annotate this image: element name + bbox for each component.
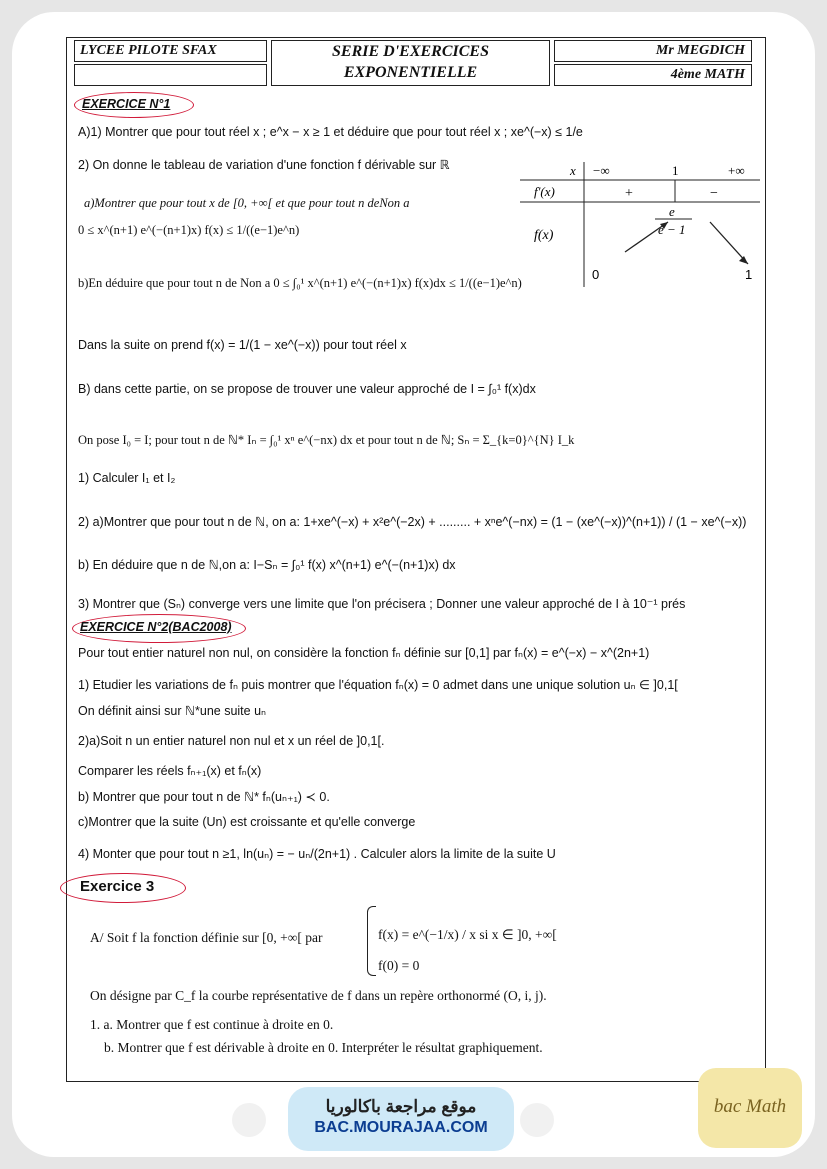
- ex1-a2: 2) On donne le tableau de variation d'une fonction f dérivable sur ℝ: [78, 158, 450, 172]
- table-plus-sign: +: [625, 186, 633, 201]
- ex3-brace: [367, 906, 376, 976]
- ex2-q2a: 2)a)Soit n un entier naturel non nul et x un réel de ]0,1[.: [78, 734, 385, 748]
- variation-table: [520, 162, 760, 287]
- bac-math-text: bac Math: [713, 1096, 787, 1117]
- ex1-pose: On pose I₀ = I; pour tout n de ℕ* Iₙ = ∫₀¹ xⁿ e^(−nx) dx et pour tout n de ℕ; Sₙ = Σ_{k=0}^{N} I_k: [78, 433, 575, 447]
- site-badge[interactable]: [288, 1087, 514, 1151]
- left-logo-icon: [232, 1103, 266, 1137]
- site-name-arabic: موقع مراجعة باكالوريا: [325, 1097, 477, 1116]
- header-school-box: [74, 40, 267, 62]
- ex2-intro: Pour tout entier naturel non nul, on considère la fonction fₙ définie sur [0,1] par fₙ(x) = e^(−x) − x^(2n+1): [78, 646, 650, 660]
- ex1-q2a: 2) a)Montrer que pour tout n de ℕ, on a: 1+xe^(−x) + x²e^(−2x) + ......... + xⁿe^(−nx) = (1 − (xe^(−x))^(n+1)) / (1 − xe^(−x)): [78, 515, 747, 529]
- ex3-case2: f(0) = 0: [378, 958, 420, 973]
- table-right-limit: 1: [745, 267, 753, 282]
- ex3-case1: f(x) = e^(−1/x) / x si x ∈ ]0, +∞[: [378, 927, 557, 942]
- ex1-q2b: b) En déduire que n de ℕ,on a: I−Sₙ = ∫₀¹ f(x) x^(n+1) e^(−(n+1)x) dx: [78, 558, 456, 572]
- ex1-definition: Dans la suite on prend f(x) = 1/(1 − xe^(−x)) pour tout réel x: [78, 338, 407, 352]
- table-minus-sign: −: [710, 186, 718, 201]
- ex2-title: EXERCICE N°2(BAC2008): [80, 620, 232, 634]
- table-fprime-label: f'(x): [534, 184, 555, 199]
- ex2-q1b: On définit ainsi sur ℕ*une suite uₙ: [78, 704, 267, 718]
- table-minus-inf: −∞: [593, 163, 610, 178]
- header-title-line2: EXPONENTIELLE: [343, 64, 478, 81]
- header-class-box: [554, 64, 752, 86]
- ex1-title: EXERCICE N°1: [82, 97, 171, 111]
- ex1-q3: 3) Montrer que (Sₙ) converge vers une limite que l'on précisera ; Donner une valeur approché de I à 10⁻¹ prés: [78, 597, 686, 611]
- ex2-q4: 4) Monter que pour tout n ≥1, ln(uₙ) = − uₙ/(2n+1) . Calculer alors la limite de la suite U: [78, 847, 556, 861]
- ex2-q1: 1) Etudier les variations de fₙ puis montrer que l'équation fₙ(x) = 0 admet dans une unique solution uₙ ∈ ]0,1[: [78, 678, 678, 692]
- ex2-q2a-compare: Comparer les réels fₙ₊₁(x) et fₙ(x): [78, 764, 262, 778]
- header-empty-box: [74, 64, 267, 86]
- table-max-denominator: e − 1: [658, 222, 686, 237]
- header-teacher: Mr MEGDICH: [655, 43, 745, 58]
- ex1-partB: B) dans cette partie, on se propose de trouver une valeur approché de I = ∫₀¹ f(x)dx: [78, 382, 536, 396]
- ex1-q1: 1) Calculer I₁ et I₂: [78, 471, 176, 485]
- right-logo-icon: [520, 1103, 554, 1137]
- header-title-box: [271, 40, 550, 86]
- header-title-line1: SERIE D'EXERCICES: [332, 43, 489, 60]
- site-url[interactable]: BAC.MOURAJAA.COM: [314, 1119, 488, 1136]
- table-left-limit: 0: [592, 267, 600, 282]
- table-one: 1: [672, 163, 679, 178]
- ex1-a2b: b)En déduire que pour tout n de Non a 0 ≤ ∫₀¹ x^(n+1) e^(−(n+1)x) f(x)dx ≤ 1/((e−1)e^n): [78, 276, 522, 290]
- ex3-intro: A/ Soit f la fonction définie sur [0, +∞[ par: [90, 930, 323, 945]
- ex3-curve-def: On désigne par C_f la courbe représentative de f dans un repère orthonormé (O, i, j).: [90, 988, 547, 1003]
- ex2-q2c: c)Montrer que la suite (Un) est croissante et qu'elle converge: [78, 815, 416, 829]
- ex1-a2a: a)Montrer que pour tout x de [0, +∞[ et que pour tout n deNon a: [84, 196, 410, 210]
- ex3-q1a: 1. a. Montrer que f est continue à droite en 0.: [90, 1017, 334, 1032]
- table-x-label: x: [570, 163, 576, 178]
- header-class: 4ème MATH: [670, 67, 745, 82]
- header-school: LYCEE PILOTE SFAX: [80, 43, 217, 58]
- table-plus-inf: +∞: [728, 163, 745, 178]
- bac-math-logo: [698, 1068, 802, 1148]
- table-f-label: f(x): [534, 228, 554, 243]
- ex3-title: Exercice 3: [80, 878, 155, 895]
- ex1-a2a-inequality: 0 ≤ x^(n+1) e^(−(n+1)x) f(x) ≤ 1/((e−1)e^n): [78, 223, 300, 237]
- header-teacher-box: [554, 40, 752, 62]
- ex2-q2b: b) Montrer que pour tout n de ℕ* fₙ(uₙ₊₁) ≺ 0.: [78, 790, 330, 804]
- ex3-q1b: b. Montrer que f est dérivable à droite en 0. Interpréter le résultat graphiquement.: [104, 1040, 543, 1055]
- table-max-numerator: e: [669, 204, 675, 219]
- ex1-a1: A)1) Montrer que pour tout réel x ; e^x − x ≥ 1 et déduire que pour tout réel x ; xe^(−x) ≤ 1/e: [78, 125, 583, 139]
